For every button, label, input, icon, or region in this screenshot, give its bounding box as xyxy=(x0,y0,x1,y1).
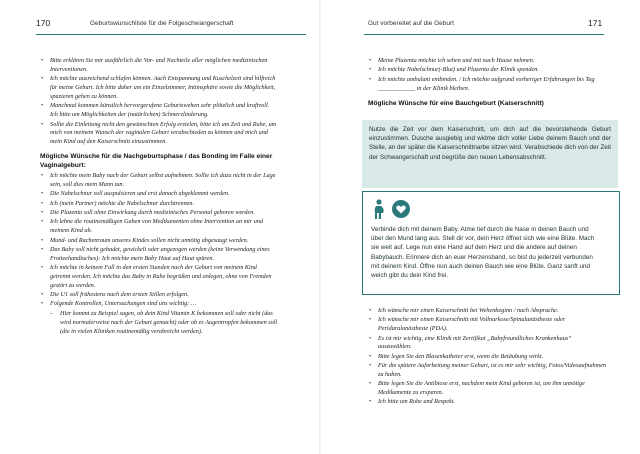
header-rule xyxy=(364,34,604,35)
list-item: • Die Plazenta soll ohne Einwirkung durch medizinisches Personal geboren werden. xyxy=(40,209,278,218)
running-header: Geburtswunschliste für die Folgeschwangerschaft xyxy=(90,20,234,27)
header-rule xyxy=(36,34,306,35)
list-item: • Ich lehne die routinemäßigen Gaben von Medikamenten ohne Intervention an mir und meinem Kind ab. xyxy=(40,218,278,236)
list-item: • Ich möchte in keinem Fall in den ersten Stunden nach der Geburt von meinem Kind getrennt werden. Ich möchte das Baby in Ruhe begrüßen und anlegen, ohne von Fremden gestört zu werden. xyxy=(40,264,278,291)
bullet-list-bottom xyxy=(40,172,278,336)
list-item: • Ich wünsche mir einen Kaiserschnitt mit Vollnarkose/Spinalanästhesie oder Periduralanästhesie (PDA). xyxy=(368,316,606,334)
running-header: Gut vorbereitet auf die Geburt xyxy=(368,20,454,27)
meditation-box xyxy=(362,191,620,295)
page-number: 170 xyxy=(36,18,51,28)
bullet-list-top xyxy=(40,57,278,147)
list-item: • Manchmal kommen künstlich hervorgerufene Geburtswehen sehr plötzlich und kraftvoll. Ich bitte um Möglichkeiten der (natürlichen) Schmerzlinderung. xyxy=(40,102,278,120)
icon-group xyxy=(373,198,415,225)
left-column xyxy=(40,57,278,337)
list-item: • Ich möchte ausreichend schlafen können. Auch Entspannung und Kuschelzeit sind hilfreich für meine Geburt. Ich bitte daher um ein Einzelzimmer, Intimsphäre sowie die Möglichkeit, spazieren gehen zu können. xyxy=(40,75,278,102)
page-number: 171 xyxy=(588,18,603,28)
list-item: • Ich möchte Nabelschnur(-Blut) und Plazenta der Klinik spenden. xyxy=(368,66,606,75)
heart-icon xyxy=(392,200,410,218)
box-icons xyxy=(373,198,415,220)
list-item: • Die U1 soll frühestens nach dem ersten Stillen erfolgen. xyxy=(40,291,278,300)
list-item: • Ich wünsche mir einen Kaiserschnitt bei Wehenbeginn / nach Absprache. xyxy=(368,307,606,316)
list-item: • Ich möchte ambulant entbinden. / Ich möchte aufgrund vorheriger Erfahrungen bis Tag ____________ in der Klinik bleiben. xyxy=(368,76,606,94)
list-item: • Das Baby soll nicht gebadet, gewickelt oder angezogen werden (keine Verwendung eines Frotteehandtuches): Ich möchte mein Baby Haut auf Haut spüren. xyxy=(40,246,278,264)
list-item: • Es ist mir wichtig, eine Klinik mit Zertifikat „Babyfreundliches Krankenhaus“ auszuwählen. xyxy=(368,335,606,353)
list-item: • Mund- und Rachenraum unseres Kindes sollen nicht unnötig abgesaugt werden. xyxy=(40,237,278,246)
list-item: • Ich (mein Partner) möchte die Nabelschnur durchtrennen. xyxy=(40,200,278,209)
right-column-bottom xyxy=(368,307,606,408)
list-item: • Meine Plazenta möchte ich sehen und mit nach Hause nehmen. xyxy=(368,57,606,66)
list-item: • Ich bitte um Ruhe und Respekt. xyxy=(368,398,606,407)
list-item: • Bitte legen Sie die Antibiose erst, nachdem mein Kind geboren ist, um ihm unnötige Medikamente zu ersparen. xyxy=(368,380,606,398)
list-item: • Die Nabelschnur soll auspulsieren und erst danach abgeklemmt werden. xyxy=(40,190,278,199)
meditation-text: Verbinde dich mit deinem Baby. Atme tief durch die Nase in deinen Bauch und über den Mund lang aus. Stell dir vor, dein Herz öffnet sich wie eine Blüte. Mach sie weit auf. Lege nun eine Hand auf dein Herz und die andere auf deinen Babybauch. Erinnere dich an euer Herzensband, so bist du jederzeit verbunden mit deinem Kind. Öffne nun auch deinen Bauch wie eine Blüte. Ganz sanft und weich gibt du dein Kind frei. xyxy=(371,226,595,280)
bullet-list-top xyxy=(368,57,606,93)
tip-box xyxy=(362,120,618,188)
section-heading: Mögliche Wünsche für eine Bauchgeburt (Kaiserschnitt) xyxy=(368,100,544,108)
tip-text: Nutze die Zeit vor dem Kaiserschnitt, um dich auf die bevorstehende Geburt einzustimmen. Dusche ausgiebig und widme dich voller Liebe deinem Bauch und der Stelle, an der später die Kaiserschnittnarbe sitzen wird. Verabschiede dich von der Zeit der Schwangerschaft und begrüße den neuen Lebensabschnitt. xyxy=(369,126,611,161)
list-item: • Ich möchte mein Baby nach der Geburt selbst aufnehmen. Sollte ich dazu nicht in der Lage sein, soll dies mein Mann tun. xyxy=(40,172,278,190)
list-item: • Bitte erklären Sie mir ausführlich die Vor- und Nachteile aller möglichen medizinischen Interventionen. xyxy=(40,57,278,75)
right-column-top xyxy=(368,57,606,110)
list-item: • Sollte die Einleitung nicht den gewünschten Erfolg erzielen, bitte ich um Zeit und Ruhe, um mich von meinem Wunsch der vaginalen Geburt verabschieden zu können und mich und mein Kind auf den Kaiserschnitt einzustimmen. xyxy=(40,121,278,148)
section-heading: Mögliche Wünsche für die Nachgeburtsphase / das Bonding im Falle einer Vaginalgeburt: xyxy=(40,153,273,170)
pregnant-person-icon xyxy=(375,199,384,219)
bullet-list-bottom xyxy=(368,307,606,407)
list-item: • Für die spätere Aufarbeitung meiner Geburt, ist es mir sehr wichtig, Fotos/Videoaufnahmen zu haben. xyxy=(368,362,606,380)
sub-list-item: – Hier kommt zu Beispiel sagen, ob dein Kind Vitamin K bekommen soll oder nicht (das wird normalerweise nach der Geburt gemacht) oder ob es Augentropfen bekommen soll (die in vielen Kliniken routinemäßig verabreicht werden). xyxy=(40,310,278,337)
list-item: • Folgende Kontrollen, Untersuchungen sind uns wichtig: … xyxy=(40,300,278,309)
right-page xyxy=(320,0,640,454)
list-item: • Bitte legen Sie den Blasenkatheter erst, wenn die Betäubung wirkt. xyxy=(368,353,606,362)
